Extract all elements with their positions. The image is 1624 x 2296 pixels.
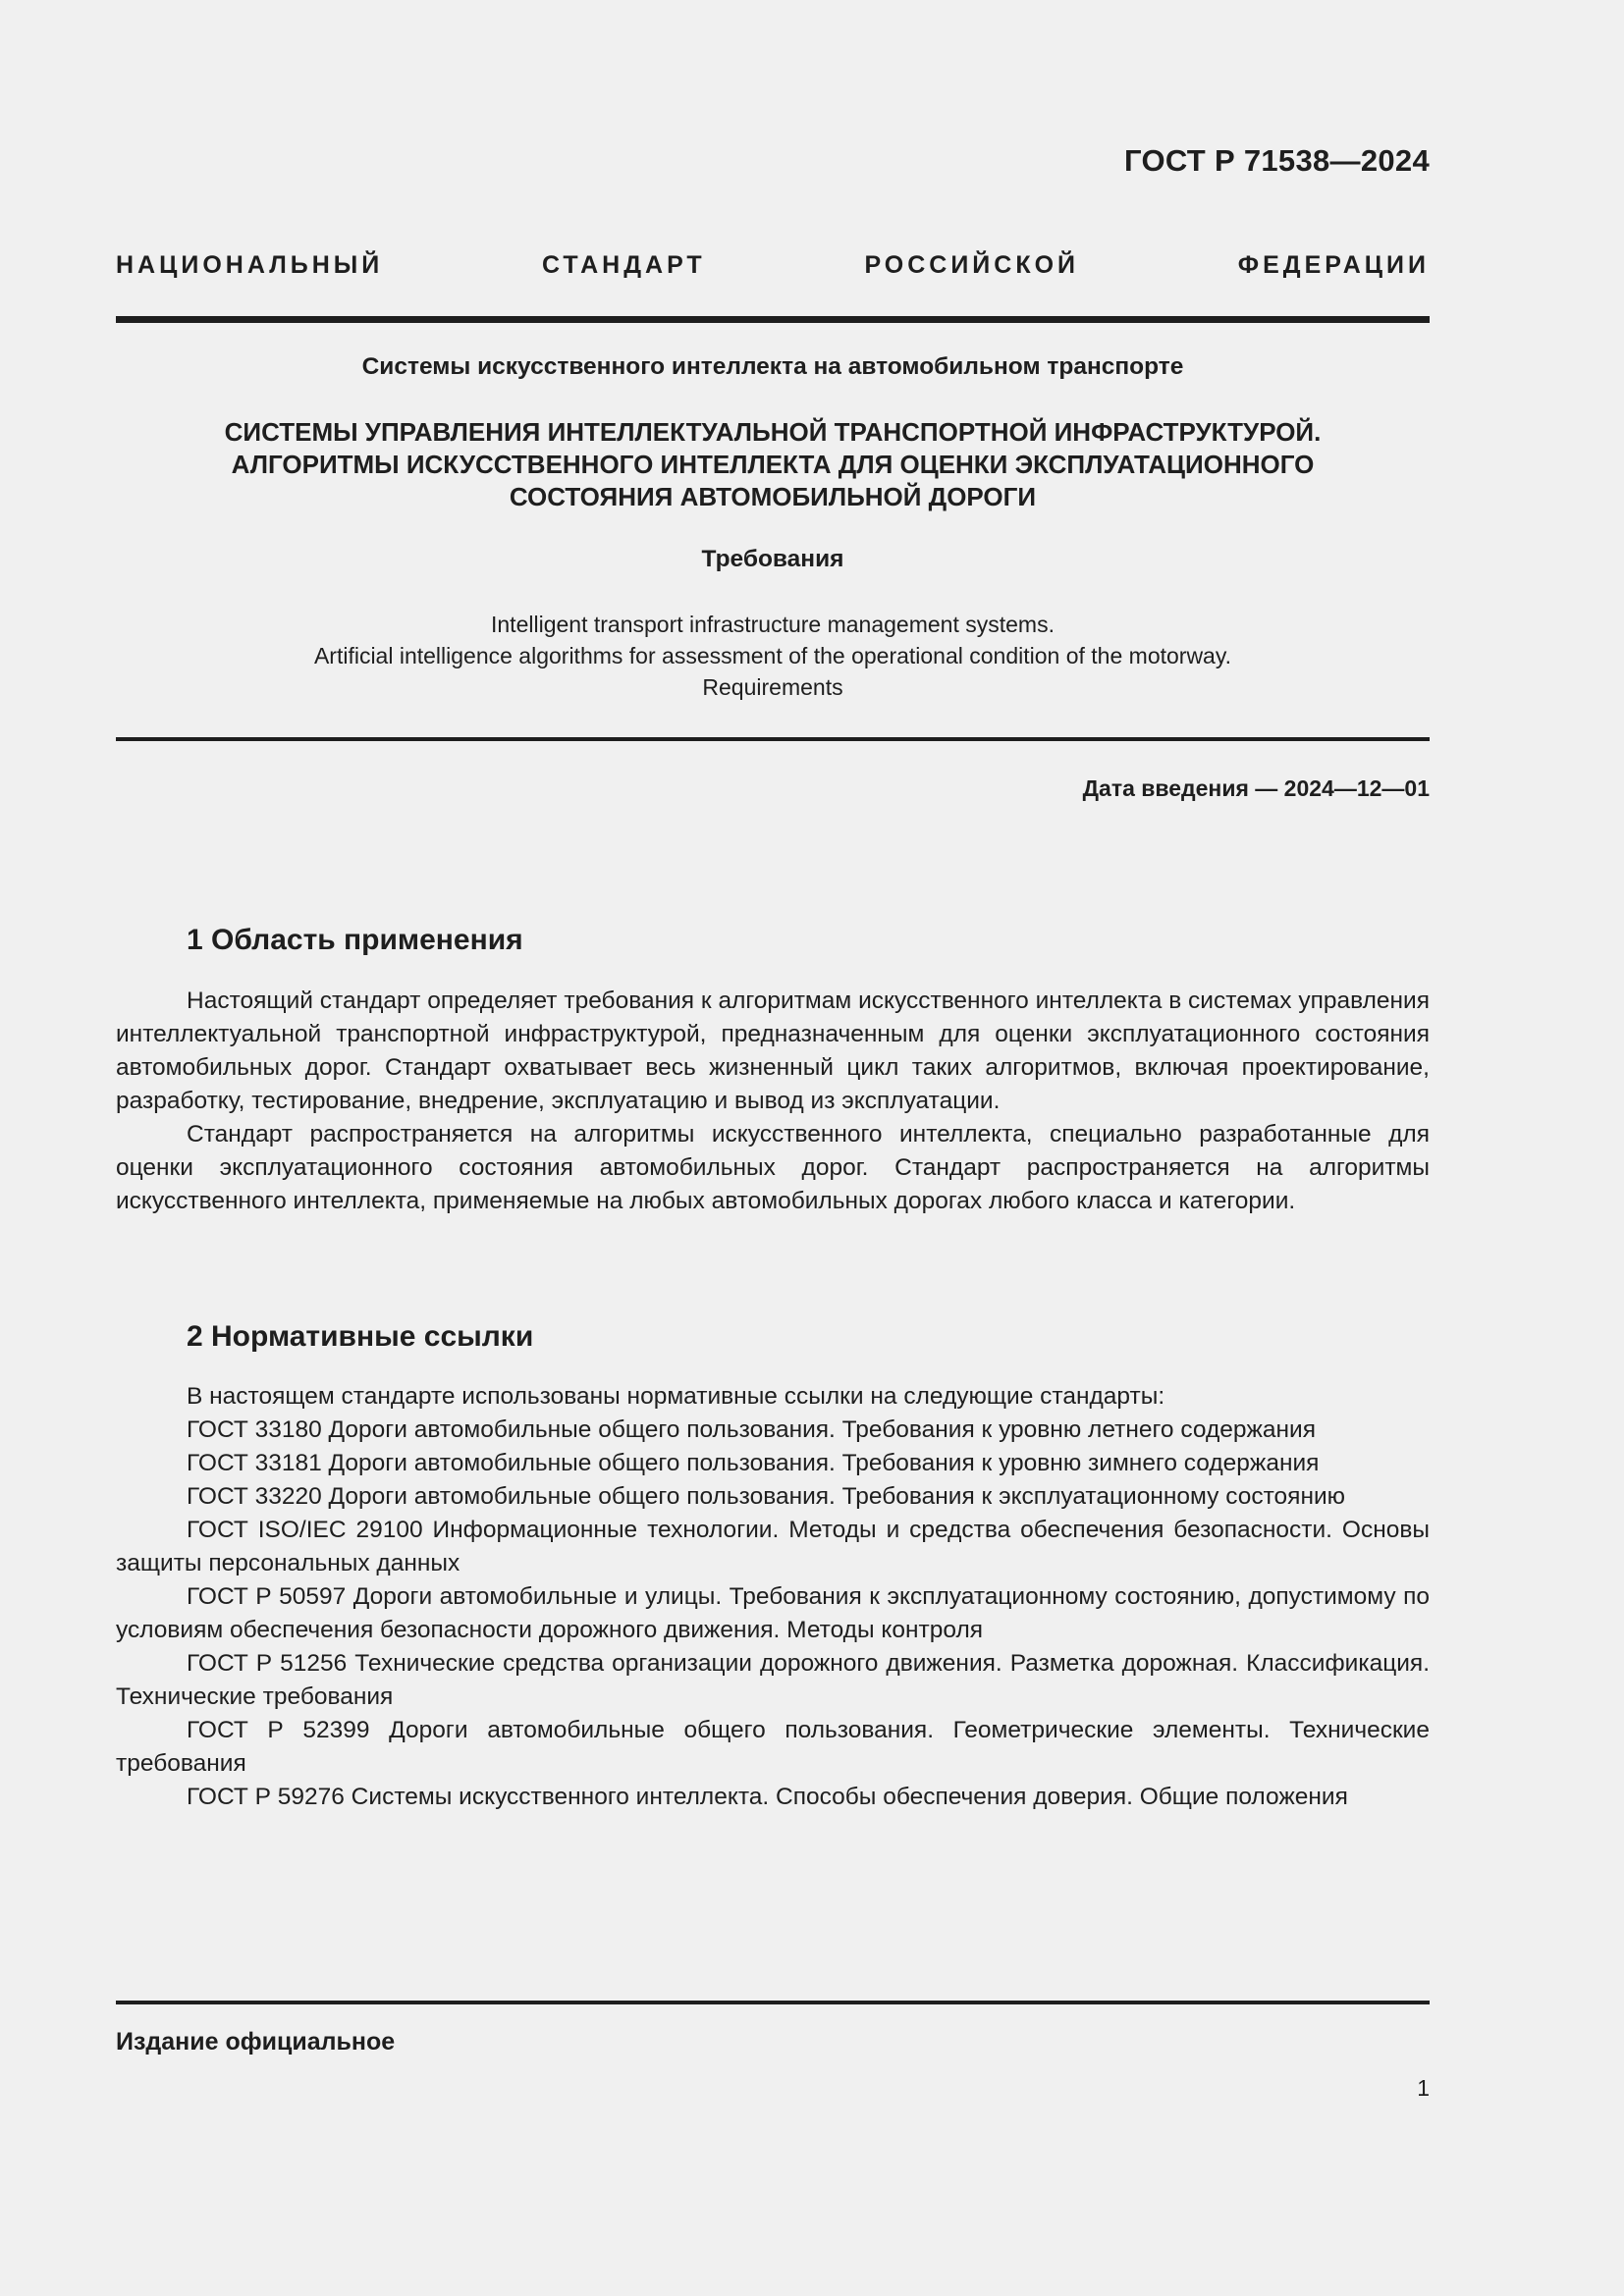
section-heading: 2 Нормативные ссылки bbox=[187, 1320, 534, 1353]
reference-item: ГОСТ 33181 Дороги автомобильные общего пользования. Требования к уровню зимнего содержания bbox=[187, 1450, 1320, 1476]
paragraph: В настоящем стандарте использованы нормативные ссылки на следующие стандарты: bbox=[187, 1383, 1165, 1410]
reference-item: ГОСТ Р 59276 Системы искусственного интеллекта. Способы обеспечения доверия. Общие положения bbox=[187, 1784, 1348, 1810]
main-title-line: АЛГОРИТМЫ ИСКУССТВЕННОГО ИНТЕЛЛЕКТА ДЛЯ ОЦЕНКИ ЭКСПЛУАТАЦИОННОГО bbox=[231, 450, 1315, 479]
english-title bbox=[116, 609, 1430, 703]
edition-label: Издание официальное bbox=[116, 2028, 396, 2056]
english-title-line: Artificial intelligence algorithms for assessment of the operational condition of the motorway. bbox=[313, 643, 1232, 668]
document-page bbox=[116, 0, 1430, 2296]
effective-date: Дата введения — 2024—12—01 bbox=[1082, 775, 1430, 801]
english-title-line: Intelligent transport infrastructure management systems. bbox=[491, 612, 1055, 637]
reference-item: ГОСТ Р 50597 Дороги автомобильные и улицы. Требования к эксплуатационному состоянию, допустимому по условиям обеспечения безопасности дорожного движения. Методы контроля bbox=[116, 1583, 1430, 1643]
document-number: ГОСТ Р 71538—2024 bbox=[1124, 143, 1430, 178]
english-title-line: Requirements bbox=[702, 674, 843, 700]
reference-item: ГОСТ 33180 Дороги автомобильные общего пользования. Требования к уровню летнего содержания bbox=[187, 1416, 1316, 1443]
national-standard-heading: НАЦИОНАЛЬНЫЙ СТАНДАРТ РОССИЙСКОЙ ФЕДЕРАЦИИ bbox=[116, 251, 1430, 279]
top-rule bbox=[116, 316, 1430, 323]
title-block-rule bbox=[116, 737, 1430, 741]
paragraph: Настоящий стандарт определяет требования к алгоритмам искусственного интеллекта в системах управления интеллектуальной транспортной инфраструктурой, предназначенным для оценки эксплуатационного состояния автомобильных дорог. Стандарт охватывает весь жизненный цикл таких алгоритмов, включая проектирование, разработку, тестирование, внедрение, эксплуатацию и вывод из эксплуатации. bbox=[116, 988, 1430, 1114]
page-number: 1 bbox=[1417, 2075, 1430, 2101]
paragraph: Стандарт распространяется на алгоритмы искусственного интеллекта, специально разработанные для оценки эксплуатационного состояния автомобильных дорог. Стандарт распространяется на алгоритмы искусственного интеллекта, применяемые на любых автомобильных дорогах любого класса и категории. bbox=[116, 1121, 1430, 1214]
series-title: Системы искусственного интеллекта на автомобильном транспорте bbox=[361, 353, 1184, 380]
main-title bbox=[116, 416, 1430, 513]
reference-item: ГОСТ 33220 Дороги автомобильные общего пользования. Требования к эксплуатационному состоянию bbox=[187, 1483, 1346, 1510]
main-title-line: СИСТЕМЫ УПРАВЛЕНИЯ ИНТЕЛЛЕКТУАЛЬНОЙ ТРАНСПОРТНОЙ ИНФРАСТРУКТУРОЙ. bbox=[224, 417, 1322, 447]
reference-item: ГОСТ ISO/IEC 29100 Информационные технологии. Методы и средства обеспечения безопасности. Основы защиты персональных данных bbox=[116, 1517, 1430, 1576]
section-body bbox=[116, 985, 1430, 1218]
reference-item: ГОСТ Р 52399 Дороги автомобильные общего пользования. Геометрические элементы. Технические требования bbox=[116, 1717, 1430, 1777]
reference-item: ГОСТ Р 51256 Технические средства организации дорожного движения. Разметка дорожная. Классификация. Технические требования bbox=[116, 1650, 1430, 1710]
subtitle: Требования bbox=[701, 546, 844, 572]
section-heading: 1 Область применения bbox=[187, 924, 523, 956]
footer-rule bbox=[116, 2001, 1430, 2004]
section-body bbox=[116, 1380, 1430, 1814]
main-title-line: СОСТОЯНИЯ АВТОМОБИЛЬНОЙ ДОРОГИ bbox=[509, 482, 1037, 511]
